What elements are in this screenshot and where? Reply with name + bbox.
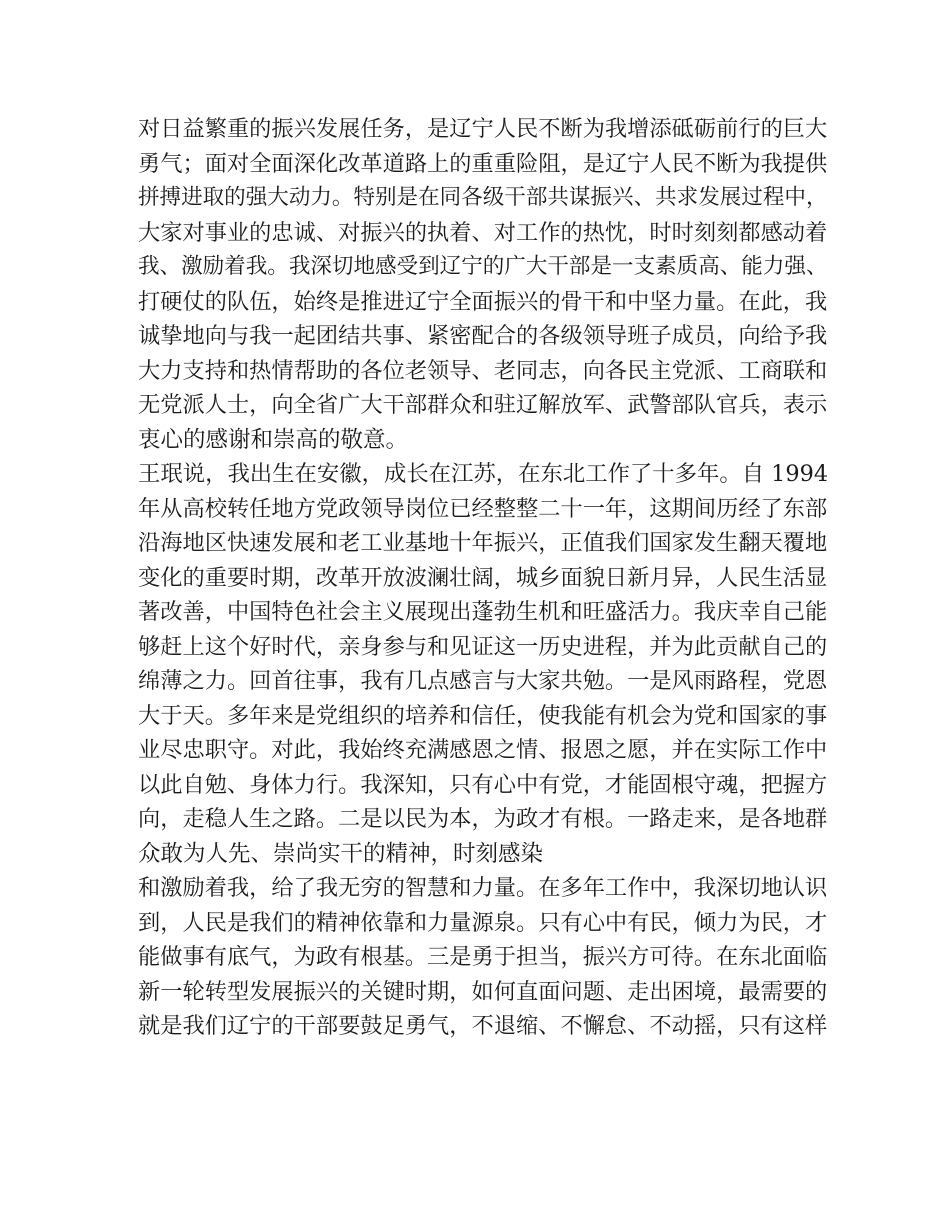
text-line: 沿海地区快速发展和老工业基地十年振兴，正值我们国家发生翻天覆地 [138,530,828,556]
text-line: 和激励着我，给了我无穷的智慧和力量。在多年工作中，我深切地认识 [138,875,828,901]
text-line: 绵薄之力。回首往事，我有几点感言与大家共勉。一是风雨路程，党恩 [138,668,828,694]
text-line: 到，人民是我们的精神依靠和力量源泉。只有心中有民，倾力为民，才 [138,909,828,936]
text-line: 业尽忠职守。对此，我始终充满感恩之情、报恩之愿，并在实际工作中 [138,737,828,763]
text-line: 无党派人士，向全省广大干部群众和驻辽解放军、武警部队官兵，表示 [138,392,828,418]
text-line: 打硬仗的队伍，始终是推进辽宁全面振兴的骨干和中坚力量。在此，我 [138,288,828,315]
text-line: 大力支持和热情帮助的各位老领导、老同志，向各民主党派、工商联和 [138,357,828,384]
text-line: 众敢为人先、崇尚实干的精神，时刻感染 [138,840,544,867]
text-line: 变化的重要时期，改革开放波澜壮阔，城乡面貌日新月异，人民生活显 [138,564,828,591]
text-line: 诚挚地向与我一起团结共事、紧密配合的各级领导班子成员，向给予我 [138,323,828,349]
text-line: 够赶上这个好时代，亲身参与和见证这一历史进程，并为此贡献自己的 [138,633,828,660]
text-line: 大家对事业的忠诚、对振兴的执着、对工作的热忱，时时刻刻都感动着 [138,219,828,246]
text-line: 大于天。多年来是党组织的培养和信任，使我能有机会为党和国家的事 [138,702,828,729]
text-line: 衷心的感谢和崇高的敬意。 [138,426,409,453]
text-line: 王珉说，我出生在安徽，成长在江苏，在东北工作了十多年。自 1994 [138,461,829,487]
text-line: 著改善，中国特色社会主义展现出蓬勃生机和旺盛活力。我庆幸自己能 [138,599,828,625]
text-line: 我、激励着我。我深切地感受到辽宁的广大干部是一支素质高、能力强、 [138,254,828,279]
text-line: 以此自勉、身体力行。我深知，只有心中有党，才能固根守魂，把握方 [138,771,828,798]
text-line: 年从高校转任地方党政领导岗位已经整整二十一年，这期间历经了东部 [138,495,828,522]
text-line: 对日益繁重的振兴发展任务，是辽宁人民不断为我增添砥砺前行的巨大 [138,116,828,142]
text-line: 能做事有底气，为政有根基。三是勇于担当，振兴方可待。在东北面临 [138,944,828,970]
text-line: 勇气；面对全面深化改革道路上的重重险阻，是辽宁人民不断为我提供 [138,150,828,177]
text-line: 就是我们辽宁的干部要鼓足勇气，不退缩、不懈怠、不动摇，只有这样 [138,1013,828,1039]
text-line: 拼搏进取的强大动力。特别是在同各级干部共谋振兴、共求发展过程中， [138,185,828,210]
text-line: 新一轮转型发展振兴的关键时期，如何直面问题、走出困境，最需要的 [138,978,828,1005]
document-body [138,112,828,1044]
text-line: 向，走稳人生之路。二是以民为本，为政才有根。一路走来，是各地群 [138,806,828,832]
